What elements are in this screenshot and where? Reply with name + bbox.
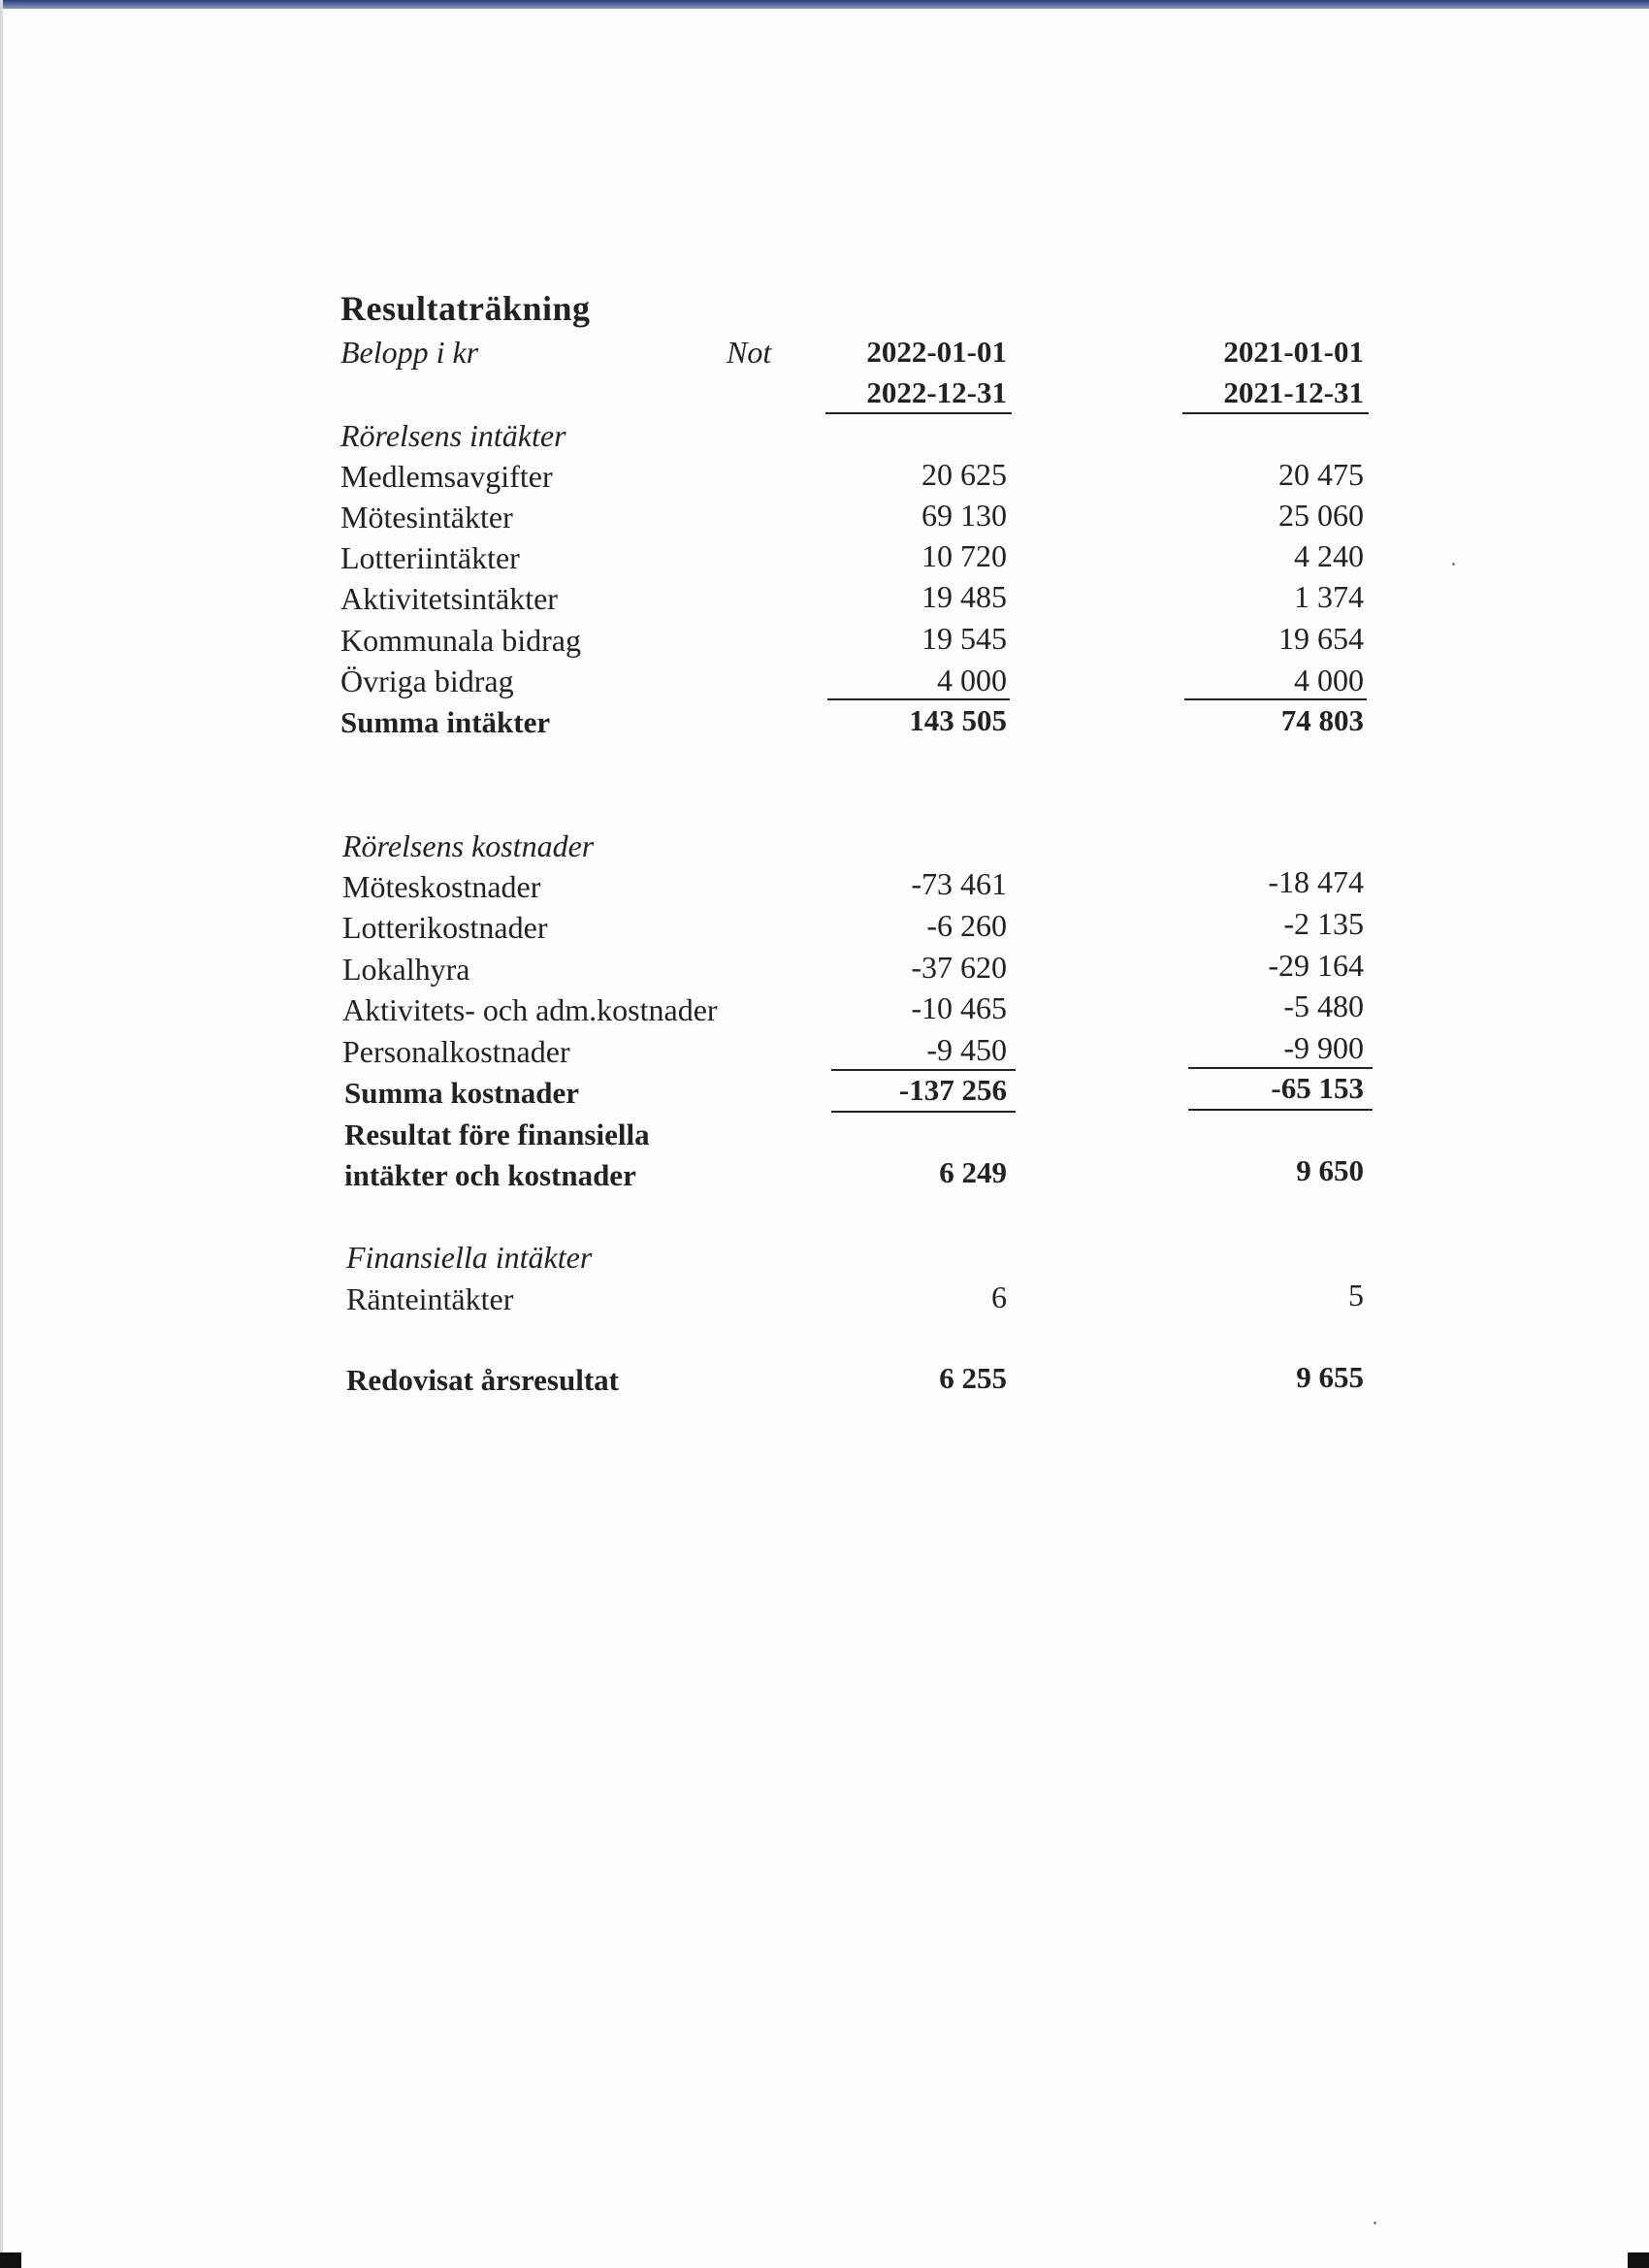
cost-row-value-2021: -29 164 (1268, 948, 1364, 983)
income-row-label: Lotteriintäkter (340, 540, 520, 575)
income-total-2021: 74 803 (1280, 703, 1364, 737)
scan-left-edge (0, 0, 3, 2268)
period-2021-from: 2021-01-01 (1223, 335, 1364, 369)
income-row-label: Medlemsavgifter (340, 459, 553, 494)
costs-heading: Rörelsens kostnader (342, 828, 595, 863)
costs-total-label: Summa kostnader (344, 1076, 580, 1110)
operating-result-label-line2: intäkter och kostnader (344, 1158, 636, 1192)
costs-total-2021: -65 153 (1271, 1071, 1364, 1105)
cost-row-label: Personalkostnader (342, 1034, 570, 1069)
cost-row-value-2022: -37 620 (911, 950, 1007, 985)
income-row-value-2022: 69 130 (922, 498, 1007, 533)
cost-row-label: Aktivitets- och adm.kostnader (342, 992, 718, 1027)
financial-heading: Finansiella intäkter (346, 1240, 593, 1275)
net-result-2022: 6 255 (939, 1361, 1007, 1395)
costs-total-underline-2021 (1188, 1109, 1373, 1111)
income-row-value-2022: 4 000 (937, 663, 1007, 697)
cost-row-label: Lokalhyra (342, 952, 470, 987)
income-row-value-2021: 1 374 (1294, 579, 1364, 614)
costs-total-underline-2022 (831, 1111, 1016, 1113)
income-total-2022: 143 505 (909, 703, 1007, 737)
income-row-value-2021: 4 240 (1294, 538, 1364, 573)
cost-row-label: Lotterikostnader (342, 910, 548, 945)
net-result-2021: 9 655 (1296, 1360, 1364, 1394)
income-row-value-2021: 20 475 (1278, 457, 1364, 492)
cost-row-value-2021: -18 474 (1268, 864, 1364, 899)
income-heading: Rörelsens intäkter (340, 418, 566, 453)
income-row-label: Mötesintäkter (340, 500, 513, 535)
period-2022-to: 2022-12-31 (866, 375, 1007, 409)
cost-row-label: Möteskostnader (342, 869, 541, 904)
costs-sum-rule-2022 (831, 1069, 1016, 1071)
note-column-header: Not (727, 335, 772, 370)
scan-corner-mark-left (0, 2252, 21, 2268)
scan-speck (1374, 2221, 1376, 2224)
net-result-label: Redovisat årsresultat (346, 1363, 619, 1397)
period-2021-to: 2021-12-31 (1223, 375, 1364, 409)
period-2021-underline (1182, 412, 1369, 414)
scan-speck (1452, 563, 1455, 566)
income-sum-rule-2021 (1184, 698, 1367, 700)
operating-result-2022: 6 249 (939, 1155, 1007, 1189)
costs-total-2022: -137 256 (898, 1073, 1007, 1107)
page-title: Resultaträkning (340, 289, 591, 328)
financial-row-value-2021: 5 (1348, 1278, 1364, 1312)
cost-row-value-2022: -9 450 (926, 1032, 1007, 1067)
cost-row-value-2022: -10 465 (911, 990, 1007, 1025)
income-sum-rule-2022 (827, 698, 1010, 700)
financial-row-value-2022: 6 (991, 1280, 1007, 1314)
scan-corner-mark-right (1628, 2252, 1649, 2268)
income-row-label: Övriga bidrag (340, 664, 514, 698)
income-row-label: Kommunala bidrag (340, 623, 581, 658)
cost-row-value-2021: -5 480 (1283, 988, 1364, 1023)
operating-result-label-line1: Resultat före finansiella (344, 1118, 650, 1151)
income-row-value-2021: 25 060 (1278, 498, 1364, 533)
operating-result-2021: 9 650 (1296, 1153, 1364, 1187)
period-2022-underline (825, 412, 1012, 414)
income-row-value-2021: 4 000 (1294, 663, 1364, 697)
income-total-label: Summa intäkter (340, 705, 551, 739)
income-row-value-2022: 20 625 (922, 457, 1007, 492)
income-row-value-2022: 19 485 (922, 579, 1007, 614)
income-row-label: Aktivitetsintäkter (340, 581, 558, 616)
income-row-value-2021: 19 654 (1278, 621, 1364, 656)
financial-row-label: Ränteintäkter (346, 1281, 514, 1316)
income-row-value-2022: 19 545 (922, 621, 1007, 656)
cost-row-value-2021: -9 900 (1283, 1030, 1364, 1065)
period-2022-from: 2022-01-01 (866, 335, 1007, 369)
cost-row-value-2022: -6 260 (926, 908, 1007, 943)
currency-note: Belopp i kr (340, 335, 479, 370)
costs-sum-rule-2021 (1188, 1067, 1373, 1069)
cost-row-value-2022: -73 461 (911, 866, 1007, 901)
income-row-value-2022: 10 720 (922, 538, 1007, 573)
cost-row-value-2021: -2 135 (1283, 906, 1364, 941)
scan-top-edge (0, 0, 1649, 9)
